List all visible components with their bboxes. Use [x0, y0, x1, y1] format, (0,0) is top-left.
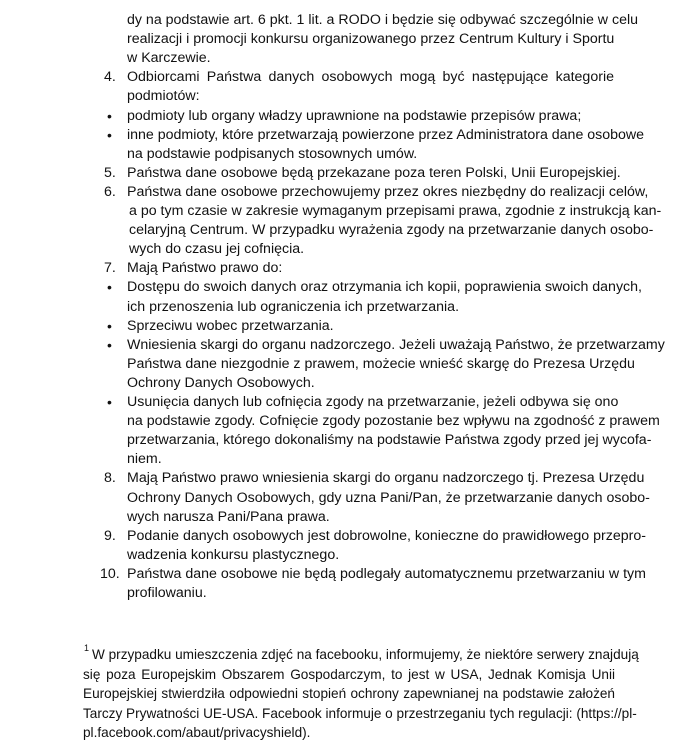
- bullet-marker: •: [107, 336, 112, 353]
- text-line: realizacji i promocji konkursu organizowanego przez Centrum Kultury i Sportu: [127, 31, 615, 48]
- bullet-marker: •: [107, 126, 112, 143]
- text-line: Państwa dane osobowe przechowujemy przez okres niezbędny do realizacji celów,: [127, 183, 649, 200]
- text-line: profilowaniu.: [127, 585, 207, 601]
- text-line: Mają Państwo prawo do:: [127, 260, 283, 277]
- text-line: wych do czasu jej cofnięcia.: [129, 241, 305, 258]
- text-line: wadzenia konkursu plastycznego.: [127, 546, 340, 563]
- footnote-line: Europejskiej stwierdziła odpowiedni stopień ochrony zapewnianej na podstawie założeń: [83, 686, 615, 701]
- bullet-marker: •: [107, 394, 112, 410]
- text-line: Ochrony Danych Osobowych, gdy uzna Pani/Pan, że przetwarzanie danych osobo-: [127, 489, 650, 506]
- text-line: Sprzeciwu wobec przetwarzania.: [127, 317, 334, 334]
- text-line: Odbiorcami Państwa danych osobowych mogą być następujące kategorie: [127, 69, 614, 86]
- text-line: podmioty lub organy władzy uprawnione na podstawie przepisów prawa;: [127, 107, 582, 124]
- footnote-marker: 1: [84, 643, 90, 653]
- list-number: 6.: [104, 183, 116, 200]
- text-line: w Karczewie.: [127, 50, 211, 67]
- text-line: na podstawie podpisanych stosownych umów.: [127, 145, 418, 162]
- text-line: Państwa dane osobowe będą przekazane poza teren Polski, Unii Europejskiej.: [127, 164, 621, 181]
- text-line: Podanie danych osobowych jest dobrowolne, konieczne do prawidłowego przepro-: [127, 527, 646, 544]
- text-line: wych narusza Pani/Pana prawa.: [127, 508, 330, 525]
- text-line: Mają Państwo prawo wniesienia skargi do organu nadzorczego tj. Prezesa Urzędu: [127, 470, 645, 487]
- text-line: Państwa dane niezgodnie z prawem, możecie wnieść skargę do Prezesa Urzędu: [127, 355, 635, 372]
- text-line: Ochrony Danych Osobowych.: [127, 374, 315, 391]
- text-line: celaryjną Centrum. W przypadku wyrażenia zgody na przetwarzanie danych osobo-: [129, 222, 654, 239]
- text-line: przetwarzania, którego dokonaliśmy na podstawie Państwa zgody przed jej wycofa-: [127, 432, 652, 449]
- text-line: inne podmioty, które przetwarzają powierzone przez Administratora dane osobowe: [127, 126, 645, 143]
- text-line: podmiotów:: [127, 88, 200, 105]
- footnote-line: pl.facebook.com/abaut/privacyshield).: [83, 725, 311, 740]
- text-line: ich przenoszenia lub ograniczenia ich przetwarzania.: [127, 298, 460, 315]
- list-number: 4.: [104, 69, 116, 86]
- bullet-marker: •: [107, 317, 112, 334]
- list-number: 7.: [104, 260, 116, 277]
- text-line: a po tym czasie w zakresie wymaganym przepisami prawa, zgodnie z instrukcją kan-: [129, 203, 662, 219]
- text-line: Usunięcia danych lub cofnięcia zgody na przetwarzanie, jeżeli odbywa się ono: [127, 394, 619, 410]
- text-line: Państwa dane osobowe nie będą podlegały automatycznemu przetwarzaniu w tym: [127, 565, 646, 582]
- footnote-line: W przypadku umieszczenia zdjęć na facebooku, informujemy, że niektóre serwery znajdują: [92, 647, 639, 662]
- text-line: dy na podstawie art. 6 pkt. 1 lit. a RODO i będzie się odbywać szczególnie w celu: [127, 12, 638, 28]
- text-line: niem.: [127, 451, 162, 468]
- list-number: 9.: [104, 527, 116, 544]
- list-number: 8.: [104, 470, 116, 487]
- text-line: Dostępu do swoich danych oraz otrzymania ich kopii, poprawienia swoich danych,: [127, 279, 642, 296]
- bullet-marker: •: [107, 279, 112, 296]
- bullet-marker: •: [107, 107, 112, 124]
- text-line: na podstawie zgody. Cofnięcie zgody pozostanie bez wpływu na zgodność z prawem: [127, 413, 660, 430]
- footnote-line: Tarczy Prywatności UE-USA. Facebook informuje o przestrzeganiu tych regulacji: (https://pl-: [83, 705, 637, 721]
- list-number: 10.: [100, 565, 120, 582]
- list-number: 5.: [104, 164, 116, 181]
- footnote-line: się poza Europejskim Obszarem Gospodarczym, to jest w USA, Jednak Komisja Unii: [83, 666, 615, 682]
- text-line: Wniesienia skargi do organu nadzorczego. Jeżeli uważają Państwo, że przetwarzamy: [127, 336, 665, 353]
